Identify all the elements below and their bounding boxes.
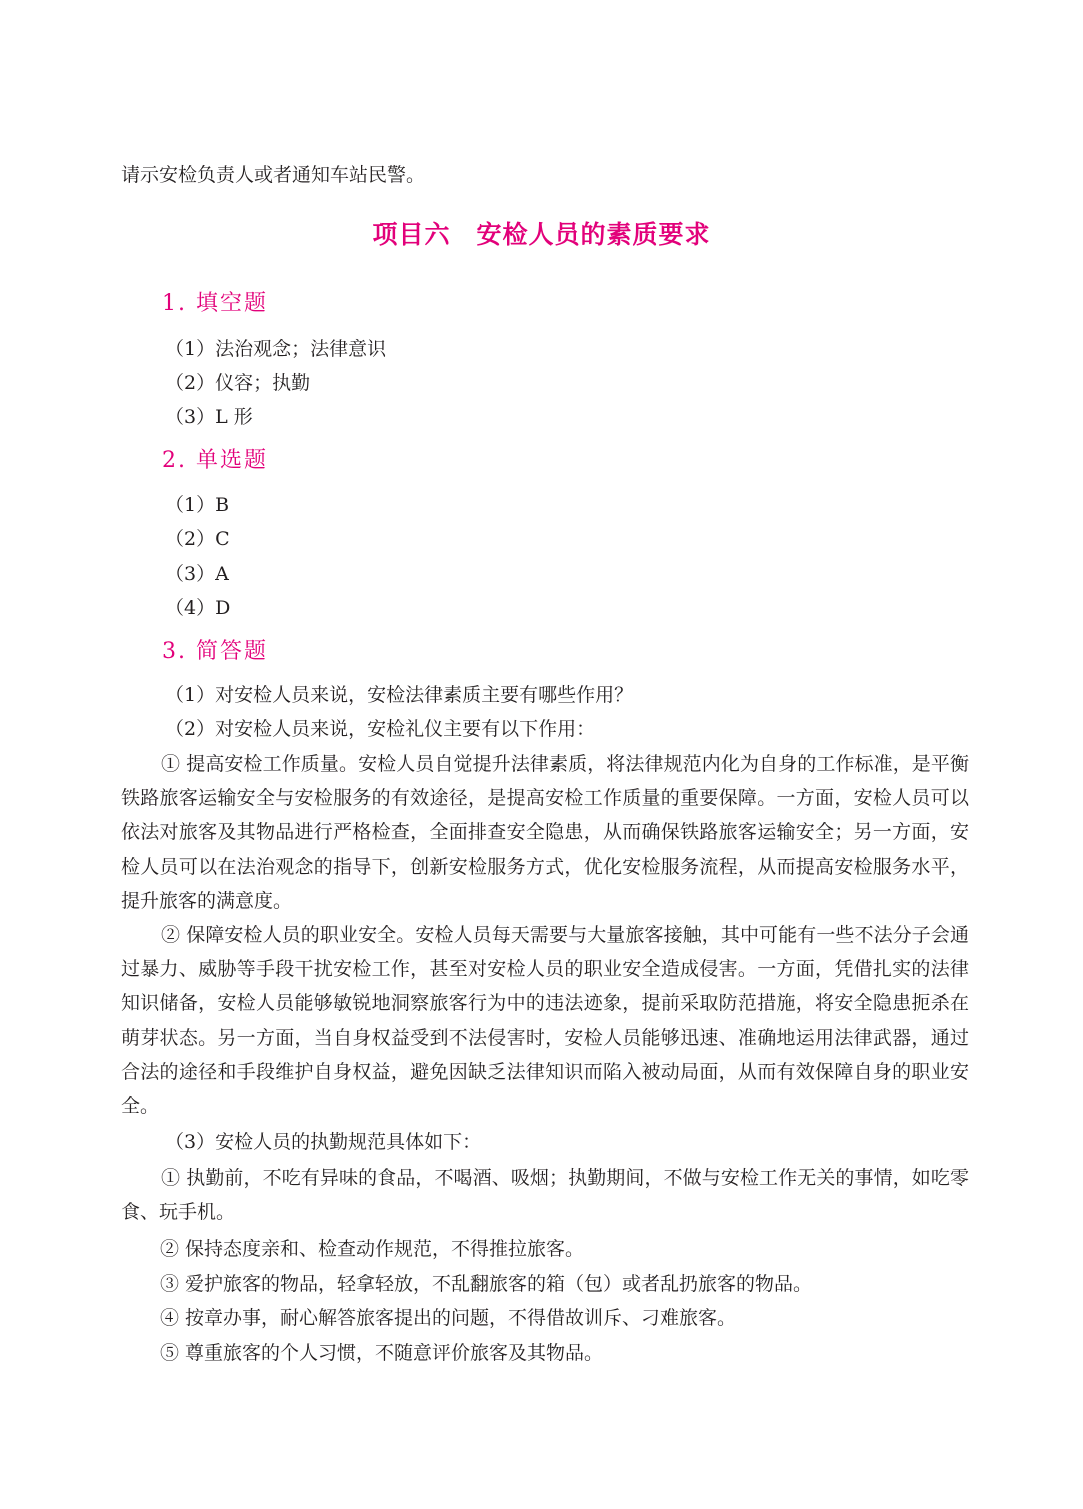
answer-item: （2）仪容；执勤 (165, 372, 311, 394)
question-line: （2）对安检人员来说，安检礼仪主要有以下作用： (165, 718, 596, 740)
intro-line: 请示安检负责人或者通知车站民警。 (121, 164, 426, 186)
answer-item: （3）L 形 (165, 406, 253, 428)
question-line: （1）对安检人员来说，安检法律素质主要有哪些作用？ (165, 684, 634, 706)
answer-item: （1）法治观念；法律意识 (165, 338, 387, 360)
rule-line: ③ 爱护旅客的物品，轻拿轻放，不乱翻旅客的箱（包）或者乱扔旅客的物品。 (160, 1273, 813, 1295)
page-title: 项目六 安检人员的素质要求 (372, 220, 711, 249)
section-heading-single-choice: 2. 单选题 (162, 448, 268, 473)
rule-paragraph: ① 执勤前，不吃有异味的食品，不喝酒、吸烟；执勤期间，不做与安检工作无关的事情，如吃零食、玩手机。 (121, 1167, 969, 1224)
question-line: （3）安检人员的执勤规范具体如下： (165, 1131, 482, 1153)
section-heading-fill-blank: 1. 填空题 (162, 291, 268, 316)
rule-line: ④ 按章办事，耐心解答旅客提出的问题，不得借故训斥、刁难旅客。 (160, 1307, 737, 1329)
answer-paragraph: ① 提高安检工作质量。安检人员自觉提升法律素质，将法律规范内化为自身的工作标准，是平衡铁路旅客运输安全与安检服务的有效途径，是提高安检工作质量的重要保障。一方面，安检人员可以依法对旅客及其物品进行严格检查，全面排查安全隐患，从而确保铁路旅客运输安全；另一方面，安检人员可以在法治观念的指导下，创新安检服务方式，优化安检服务流程，从而提高安检服务水平，提升旅客的满意度。 (121, 753, 969, 912)
answer-item: （2）C (165, 528, 230, 550)
rule-line: ② 保持态度亲和、检查动作规范，不得推拉旅客。 (160, 1238, 585, 1260)
answer-item: （1）B (165, 494, 230, 516)
answer-item: （3）A (165, 563, 229, 585)
answer-item: （4）D (165, 597, 231, 619)
section-heading-short-answer: 3. 简答题 (162, 639, 268, 664)
answer-paragraph: ② 保障安检人员的职业安全。安检人员每天需要与大量旅客接触，其中可能有一些不法分子会通过暴力、威胁等手段干扰安检工作，甚至对安检人员的职业安全造成侵害。一方面，凭借扎实的法律知识储备，安检人员能够敏锐地洞察旅客行为中的违法迹象，提前采取防范措施，将安全隐患扼杀在萌芽状态。另一方面，当自身权益受到不法侵害时，安检人员能够迅速、准确地运用法律武器，通过合法的途径和手段维护自身权益，避免因缺乏法律知识而陷入被动局面，从而有效保障自身的职业安全。 (121, 924, 969, 1118)
rule-line: ⑤ 尊重旅客的个人习惯，不随意评价旅客及其物品。 (160, 1342, 604, 1364)
